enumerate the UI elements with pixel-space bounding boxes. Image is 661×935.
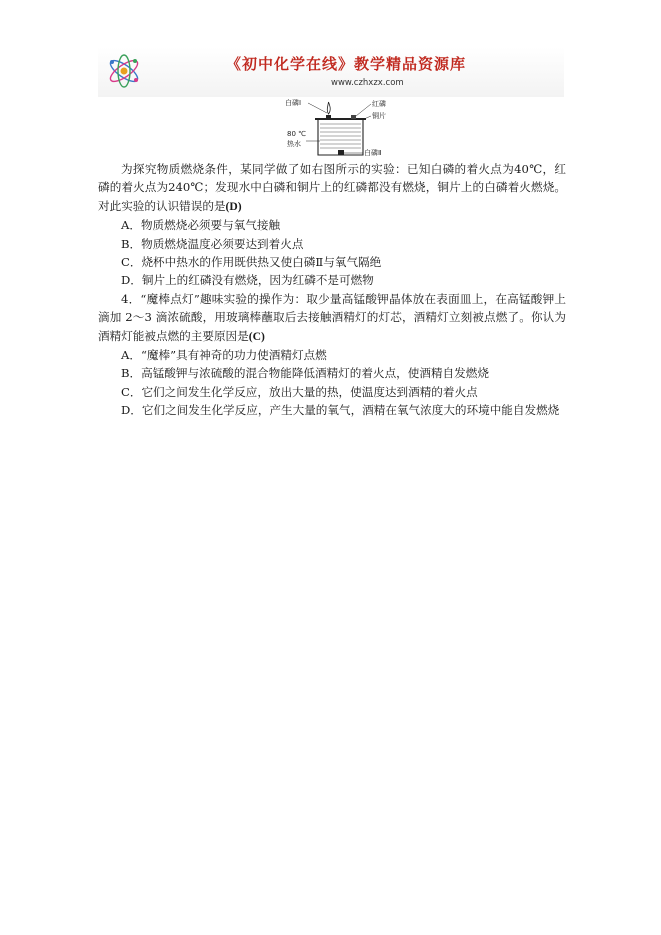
question-4-stem: [98, 290, 566, 346]
banner-title: 《初中化学在线》教学精品资源库: [226, 55, 467, 73]
question-3-option-d: D．铜片上的红磷没有燃烧，因为红磷不是可燃物: [121, 273, 374, 288]
question-content: [98, 160, 566, 420]
question-4-option-d: D．它们之间发生化学反应，产生大量的氧气，酒精在氧气浓度大的环境中能自发燃烧: [121, 403, 560, 418]
question-3-option-c: C．烧杯中热水的作用既供热又使白磷Ⅱ与氧气隔绝: [121, 255, 382, 270]
label-copper-sheet: 铜片: [372, 112, 386, 120]
question-3-text: 为探究物质燃烧条件，某同学做了如右图所示的实验：已知白磷的着火点为40℃，红磷的着火点为240℃；发现水中白磷和铜片上的红磷都没有燃烧，铜片上的白磷着火燃烧。对此实验的认识错误的是: [98, 162, 566, 213]
molecule-logo-icon: [104, 51, 144, 91]
question-3-option-b: B．物质燃烧温度必须要达到着火点: [121, 236, 304, 251]
question-3-stem: [98, 160, 566, 216]
label-red-phosphorus: 红磷: [372, 100, 386, 108]
label-white-phosphorus-1: 白磷Ⅰ: [285, 99, 302, 107]
site-banner: [98, 47, 564, 97]
question-4-option-c: C．它们之间发生化学反应，放出大量的热，使温度达到酒精的着火点: [121, 384, 478, 399]
question-4-answer: (C): [248, 329, 265, 343]
question-3-option-a: A．物质燃烧必须要与氧气接触: [121, 218, 281, 233]
label-temperature: 80 ℃: [287, 130, 306, 138]
banner-url: www.czhxzx.com: [331, 78, 404, 88]
label-white-phosphorus-2: 白磷Ⅱ: [364, 149, 382, 157]
question-3-answer: (D): [225, 199, 242, 213]
label-hot-water: 热水: [287, 140, 301, 148]
question-4-option-a: A．“魔棒”具有神奇的功力使酒精灯点燃: [121, 348, 327, 363]
question-4-option-b: B．高锰酸钾与浓硫酸的混合物能降低酒精灯的着火点，使酒精自发燃烧: [121, 366, 489, 381]
question-4-text: 4．“魔棒点灯”趣味实验的操作为：取少量高锰酸钾晶体放在表面皿上，在高锰酸钾上滴加 2～3 滴浓硫酸，用玻璃棒蘸取后去接触酒精灯的灯芯，酒精灯立刻被点燃了。你认为酒精灯能被点燃的主要原因是: [98, 291, 566, 343]
combustion-experiment-diagram: [284, 97, 396, 159]
